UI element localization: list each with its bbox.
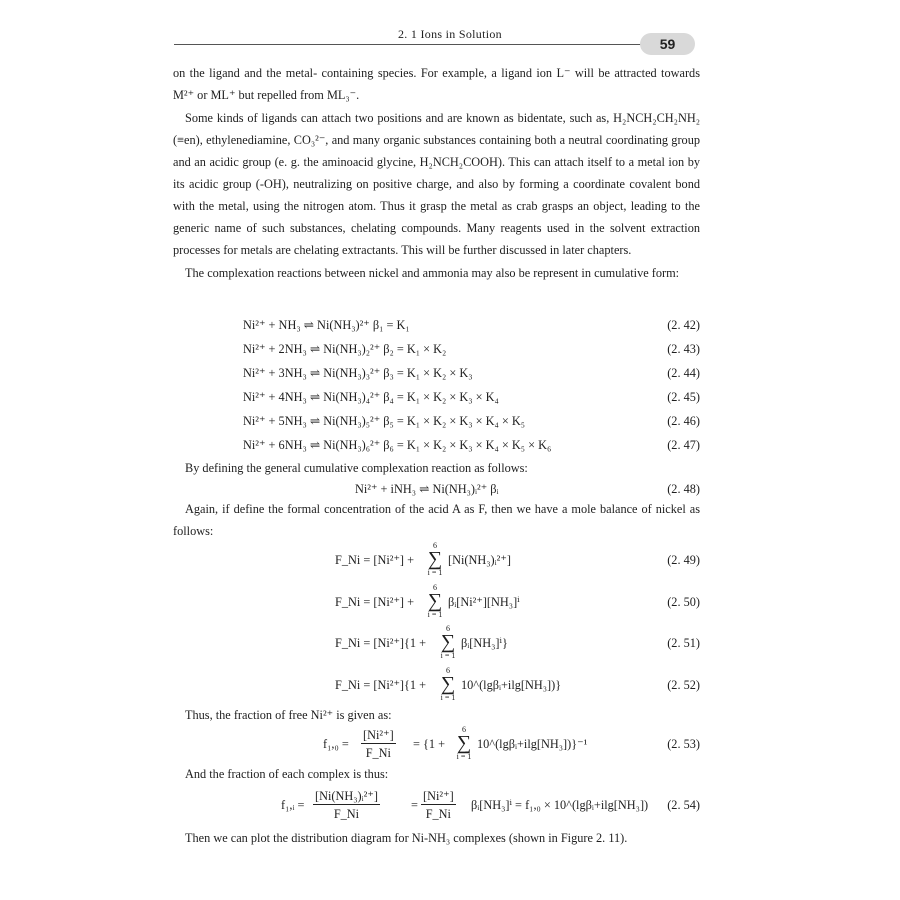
equation-number: (2. 44) bbox=[667, 366, 700, 380]
paragraph-ligand-attraction: on the ligand and the metal- containing species. For example, a ligand ion L⁻ will be attracted towards M²⁺ or ML⁺ but repelled from ML₃⁻. bbox=[173, 66, 700, 102]
equation-lhs: F_Ni = [Ni²⁺] + bbox=[335, 553, 415, 567]
equation-rhs: [Ni(NH₃)ᵢ²⁺] bbox=[448, 553, 511, 567]
equation-lhs: f₁,₀ = bbox=[323, 737, 349, 751]
paragraph-complex-fraction: And the fraction of each complex is thus: bbox=[185, 767, 389, 781]
equation-2-44 bbox=[173, 362, 700, 384]
paragraph-general-reaction: By defining the general cumulative complexation reaction as follows: bbox=[185, 461, 528, 475]
body-text-top bbox=[173, 62, 700, 284]
paragraph-mole-balance: Again, if define the formal concentration of the acid A as F, then we have a mole balance of nickel as follows: bbox=[173, 502, 700, 538]
equation-2-47 bbox=[173, 434, 700, 456]
equation-rhs: 10^(lgβᵢ+ilg[NH₃])} bbox=[461, 678, 562, 692]
equation-lhs: f₁,ᵢ = bbox=[281, 798, 305, 812]
equation-lhs: F_Ni = [Ni²⁺]{1 + bbox=[335, 678, 427, 692]
summation-sigma: 6 ∑ i = 1 bbox=[440, 666, 456, 702]
equation-number: (2. 45) bbox=[667, 390, 700, 404]
equation-number: (2. 49) bbox=[667, 553, 700, 567]
equation-2-52 bbox=[173, 666, 700, 706]
equation-number: (2. 53) bbox=[667, 737, 700, 751]
equation-mid: = {1 + bbox=[413, 737, 446, 751]
equation-text: Ni²⁺ + 6NH₃ ⇌ Ni(NH₃)₆²⁺ β₆ = K₁ × K₂ × K₃ × K₄ × K₅ × K₆ bbox=[243, 438, 552, 452]
equals-sign: = bbox=[411, 798, 418, 812]
equation-rhs: βᵢ[NH₃]ⁱ} bbox=[461, 636, 508, 650]
equation-text: Ni²⁺ + 2NH₃ ⇌ Ni(NH₃)₂²⁺ β₂ = K₁ × K₂ bbox=[243, 342, 447, 356]
summation-sigma: 6 ∑ i = 1 bbox=[440, 624, 456, 660]
equation-text: Ni²⁺ + iNH₃ ⇌ Ni(NH₃)ᵢ²⁺ βᵢ bbox=[355, 482, 499, 496]
equation-number: (2. 47) bbox=[667, 438, 700, 452]
equation-number: (2. 52) bbox=[667, 678, 700, 692]
fraction-complex: $\frac{\text{[Ni(NH₃)ᵢ²⁺]}}{F\_Ni}$ bbox=[315, 789, 378, 821]
equation-2-45 bbox=[173, 386, 700, 408]
summation-sigma: 6 ∑ i = 1 bbox=[456, 725, 472, 761]
page-number-badge: 59 bbox=[640, 33, 695, 55]
paragraph-bidentate: Some kinds of ligands can attach two positions and are known as bidentate, such as, H₂NCH₂CH₂NH₂ (≡en), ethylenediamine, CO₃²⁻, and many organic substances containing both a neutral coordinating group and an acidic group (e. g. the aminoacid glycine, H₂NCH₂COOH). This can attach itself to a metal ion by its acidic group (-OH), neutralizing on positive charge, and also by forming a coordinate covalent bond with the metal, using the nitrogen atom. Thus it grasp the metal as crab grasps an object, leading to the generic name of such substances, chelating compounds. Many reagents used in the solvent extraction processes for metals are chelating extractants. This will be further discussed in later chapters. bbox=[173, 111, 700, 257]
equation-2-53 bbox=[173, 725, 700, 765]
equation-text: Ni²⁺ + NH₃ ⇌ Ni(NH₃)²⁺ β₁ = K₁ bbox=[243, 318, 410, 332]
equation-2-51 bbox=[173, 624, 700, 664]
equation-rhs: βᵢ[NH₃]ⁱ = f₁,₀ × 10^(lgβᵢ+ilg[NH₃]) bbox=[471, 798, 649, 812]
equation-number: (2. 50) bbox=[667, 595, 700, 609]
equation-rhs: 10^(lgβᵢ+ilg[NH₃])}⁻¹ bbox=[477, 737, 588, 751]
equation-number: (2. 51) bbox=[667, 636, 700, 650]
equation-rhs: βᵢ[Ni²⁺][NH₃]ⁱ bbox=[448, 595, 520, 609]
summation-sigma: 6 ∑ i = 1 bbox=[427, 583, 443, 619]
equation-text: Ni²⁺ + 3NH₃ ⇌ Ni(NH₃)₃²⁺ β₃ = K₁ × K₂ × K₃ bbox=[243, 366, 473, 380]
equation-2-48 bbox=[173, 478, 700, 500]
summation-sigma: 6 ∑ i = 1 bbox=[427, 541, 443, 577]
header-rule bbox=[174, 44, 662, 45]
equation-2-43 bbox=[173, 338, 700, 360]
equation-2-54 bbox=[173, 786, 700, 826]
equation-number: (2. 43) bbox=[667, 342, 700, 356]
fraction-free: $\frac{\text{[Ni²⁺]}}{F\_Ni}$ bbox=[423, 789, 454, 821]
equation-text: Ni²⁺ + 4NH₃ ⇌ Ni(NH₃)₄²⁺ β₄ = K₁ × K₂ × K₃ × K₄ bbox=[243, 390, 499, 404]
equation-number: (2. 46) bbox=[667, 414, 700, 428]
paragraph-free-fraction: Thus, the fraction of free Ni²⁺ is given as: bbox=[185, 708, 392, 722]
equation-2-46 bbox=[173, 410, 700, 432]
paragraph-cumulative-form: The complexation reactions between nickel and ammonia may also be represent in cumulative form: bbox=[185, 266, 680, 280]
equation-lhs: F_Ni = [Ni²⁺]{1 + bbox=[335, 636, 427, 650]
fraction: $\frac{\text{[Ni²⁺]}}{F\_Ni}$ bbox=[363, 728, 394, 760]
equation-2-42 bbox=[173, 314, 700, 336]
paragraph-distribution-diagram: Then we can plot the distribution diagram for Ni-NH₃ complexes (shown in Figure 2. 11). bbox=[185, 831, 628, 845]
equation-number: (2. 48) bbox=[667, 482, 700, 496]
equation-number: (2. 42) bbox=[667, 318, 700, 332]
equation-number: (2. 54) bbox=[667, 798, 700, 812]
header-title: 2. 1 Ions in Solution bbox=[398, 27, 502, 41]
equation-text: Ni²⁺ + 5NH₃ ⇌ Ni(NH₃)₅²⁺ β₅ = K₁ × K₂ × K₃ × K₄ × K₅ bbox=[243, 414, 526, 428]
equation-2-50 bbox=[173, 583, 700, 623]
equation-lhs: F_Ni = [Ni²⁺] + bbox=[335, 595, 415, 609]
equation-2-49 bbox=[173, 541, 700, 581]
